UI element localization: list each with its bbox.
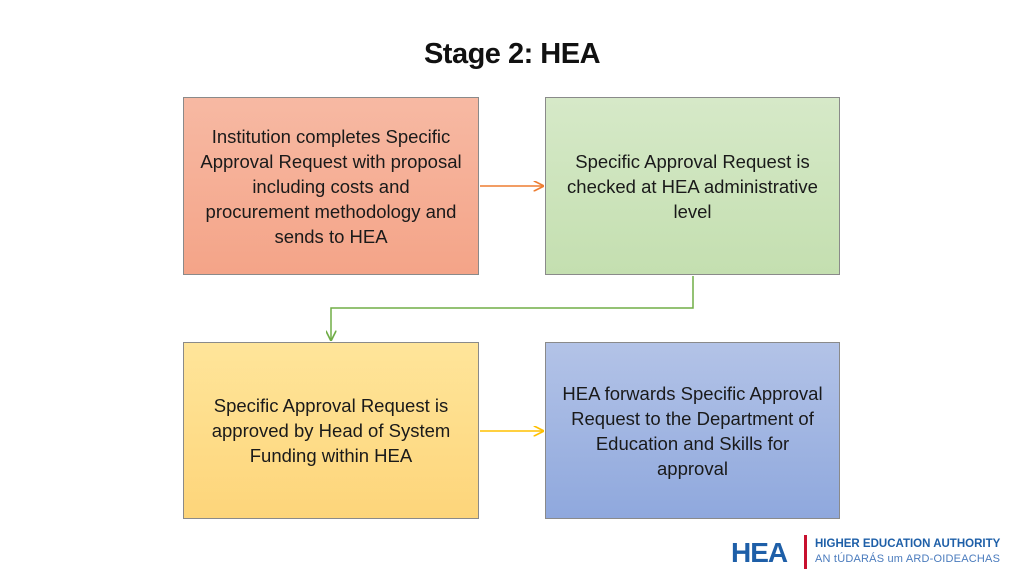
logo-name-irish: AN tÚDARÁS um ARD-OIDEACHAS: [815, 553, 1001, 565]
step-text: HEA forwards Specific Approval Request to the Department of Education and Skills for approval: [562, 382, 823, 479]
diagram-title: Stage 2: HEA: [423, 38, 601, 70]
hea-logo: [731, 535, 1011, 571]
logo-divider: [804, 535, 807, 569]
logo-mark: HEA: [731, 537, 788, 568]
step-text: Specific Approval Request is checked at HEA administrative level: [567, 150, 818, 222]
logo-name-english: HIGHER EDUCATION AUTHORITY: [815, 538, 1001, 550]
step-text: Institution completes Specific Approval Request with proposal including costs and procurement methodology and sends to HEA: [200, 125, 462, 247]
step-text: Specific Approval Request is approved by Head of System Funding within HEA: [211, 395, 451, 466]
arrow-step2-to-step3: [331, 276, 693, 340]
